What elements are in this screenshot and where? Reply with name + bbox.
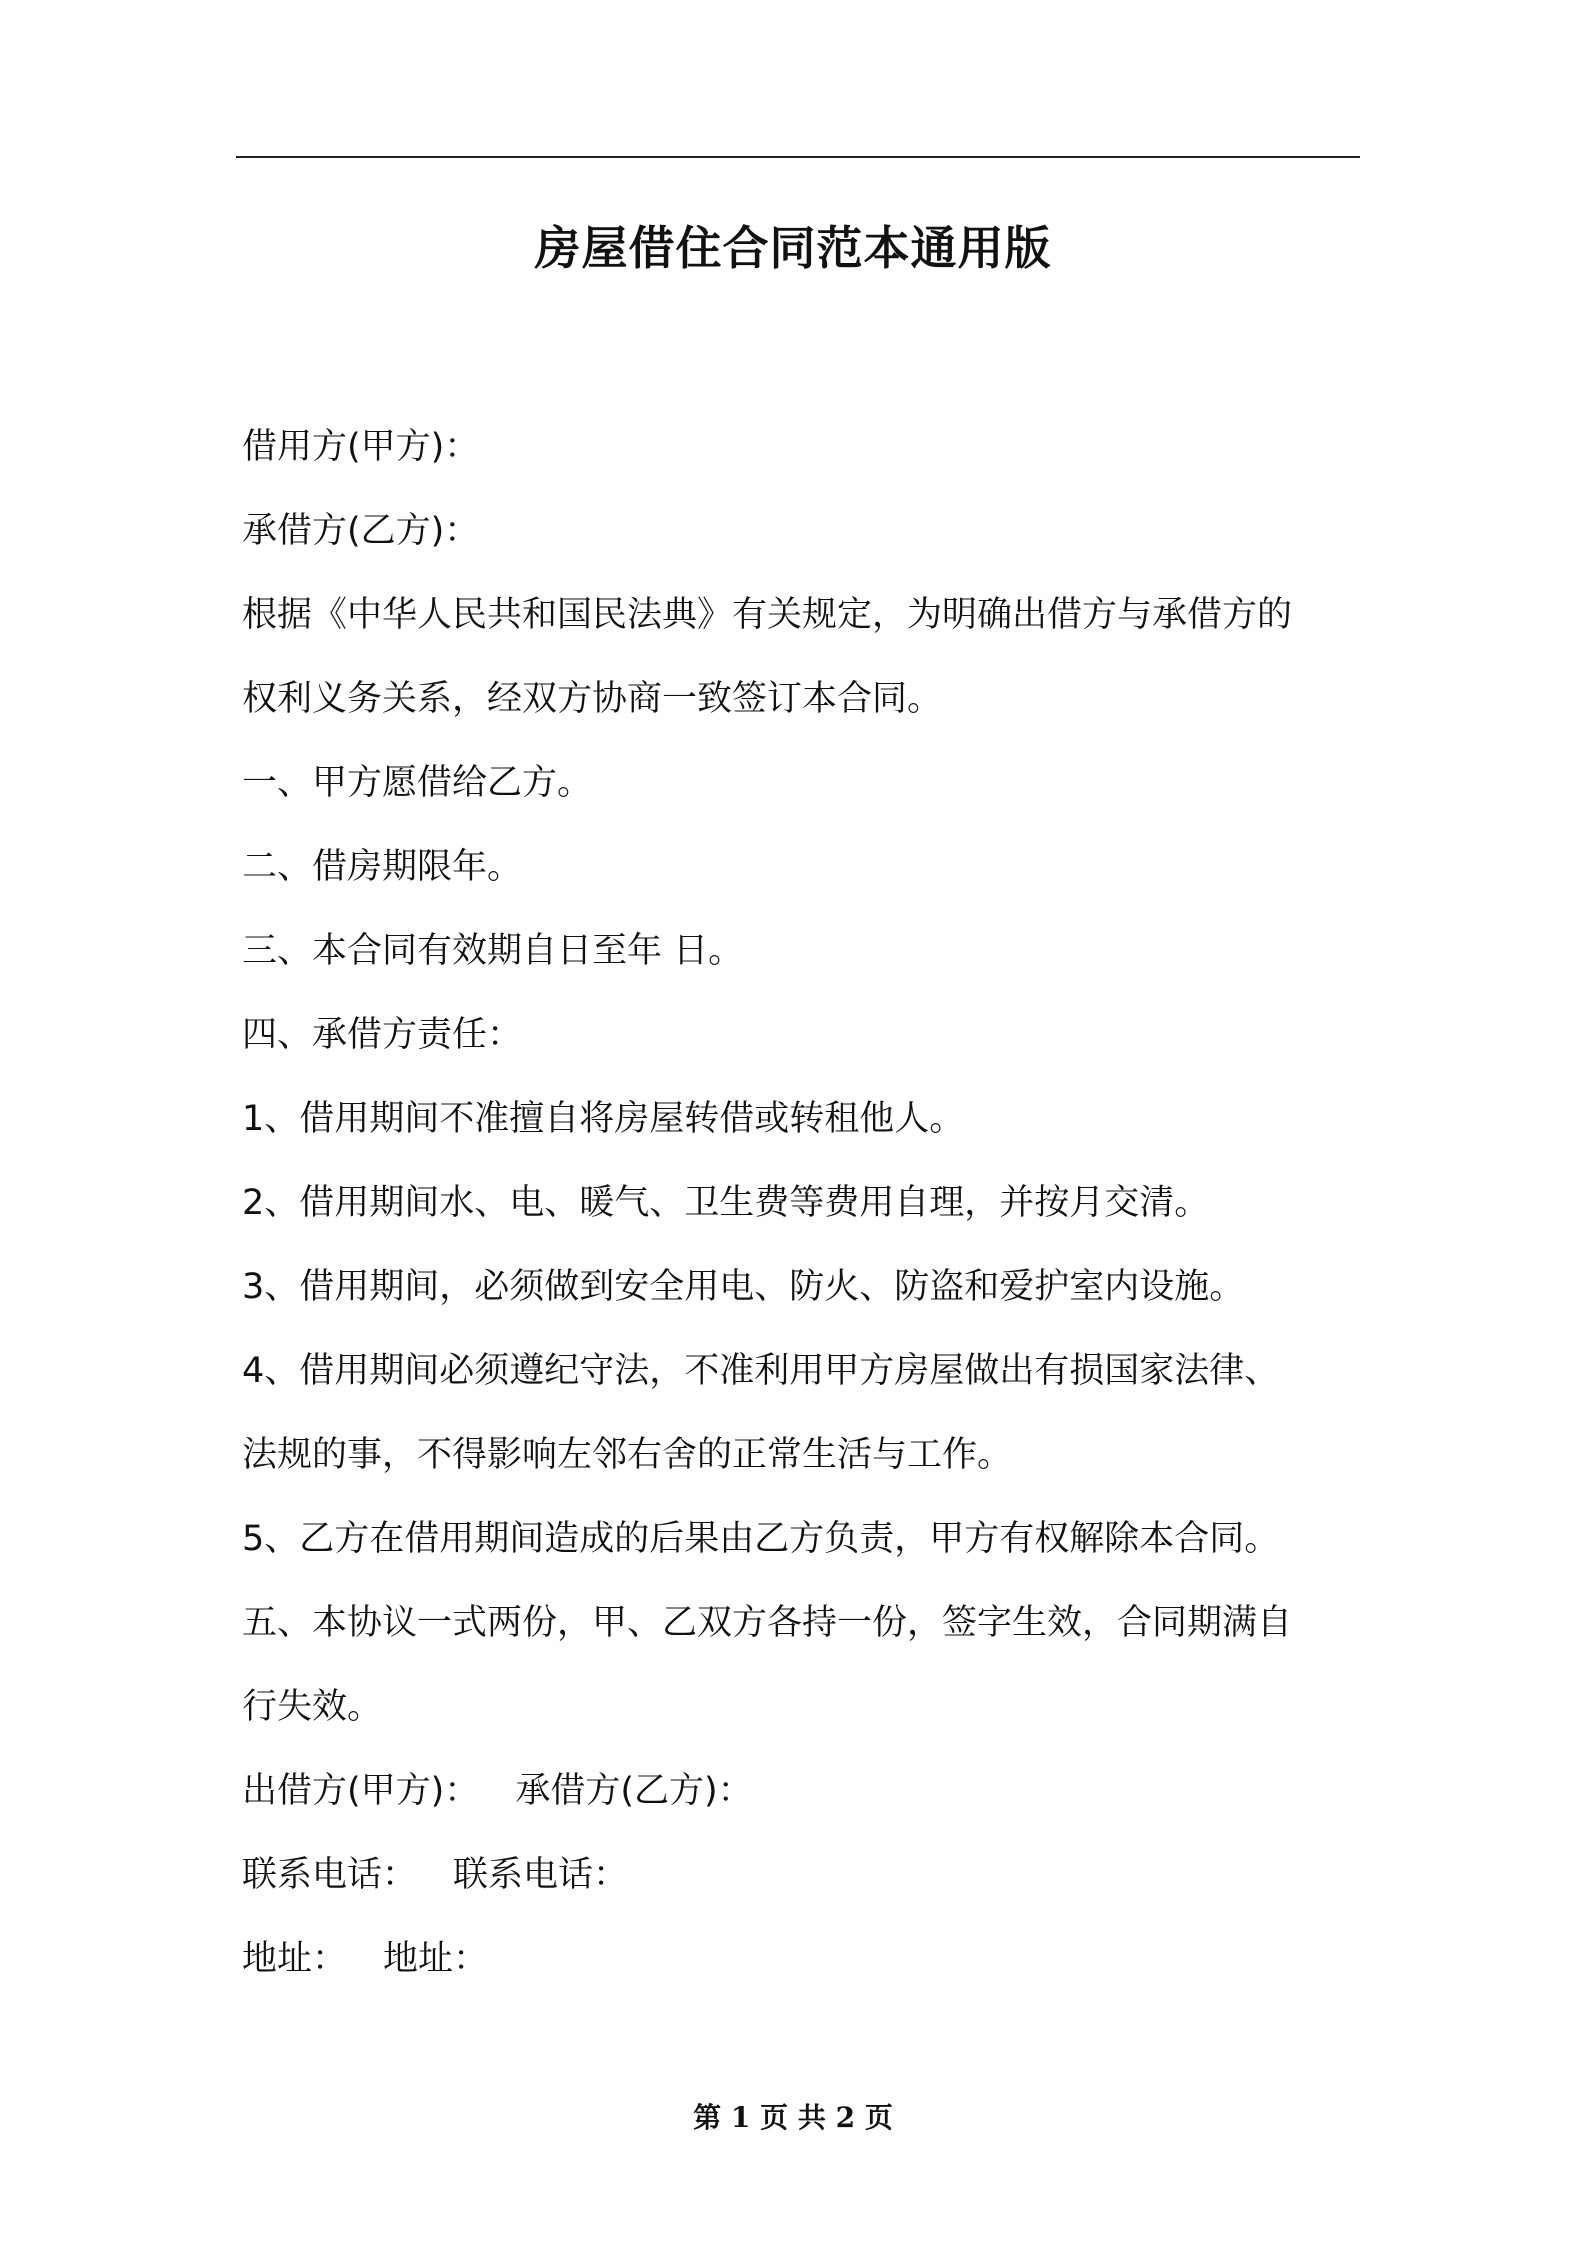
lender-party-line: 借用方(甲方)： [242,427,480,467]
lender-phone-label: 联系电话： [242,1855,418,1895]
clause-3: 三、本合同有效期自日至年 日。 [242,931,744,971]
signature-phone-row [242,1833,1360,1917]
responsibility-item-3: 3、借用期间，必须做到安全用电、防火、防盗和爱护室内设施。 [242,1267,1245,1307]
lender-address-label: 地址： [242,1939,348,1979]
responsibility-item-1: 1、借用期间不准擅自将房屋转借或转租他人。 [242,1099,965,1139]
clause-1: 一、甲方愿借给乙方。 [242,763,593,803]
document-title: 房屋借住合同范本通用版 [534,221,1052,275]
header-rule [236,156,1360,158]
document-body [242,405,1360,2001]
clause-5-line-2: 行失效。 [242,1687,383,1727]
borrower-phone-label: 联系电话： [453,1855,629,1895]
clause-2: 二、借房期限年。 [242,847,523,887]
responsibility-item-4-line-2: 法规的事，不得影响左邻右舍的正常生活与工作。 [242,1435,1013,1475]
clause-5-line-1: 五、本协议一式两份，甲、乙双方各持一份，签字生效，合同期满自 [242,1603,1293,1643]
page-indicator: 第 1 页 共 2 页 [693,2101,893,2134]
lender-signature-label: 出借方(甲方)： [242,1771,480,1811]
responsibility-item-2: 2、借用期间水、电、暖气、卫生费等费用自理，并按月交清。 [242,1183,1210,1223]
responsibility-item-4-line-1: 4、借用期间必须遵纪守法，不准利用甲方房屋做出有损国家法律、 [242,1351,1280,1391]
signature-address-row [242,1917,1360,2001]
preamble-line-2: 权利义务关系，经双方协商一致签订本合同。 [242,679,943,719]
responsibility-item-5: 5、乙方在借用期间造成的后果由乙方负责，甲方有权解除本合同。 [242,1519,1280,1559]
borrower-party-line: 承借方(乙方)： [242,511,480,551]
borrower-address-label: 地址： [383,1939,489,1979]
clause-4-heading: 四、承借方责任： [242,1015,523,1055]
borrower-signature-label: 承借方(乙方)： [515,1771,753,1811]
preamble-line-1: 根据《中华人民共和国民法典》有关规定，为明确出借方与承借方的 [242,595,1293,635]
signature-party-row [242,1749,1360,1833]
